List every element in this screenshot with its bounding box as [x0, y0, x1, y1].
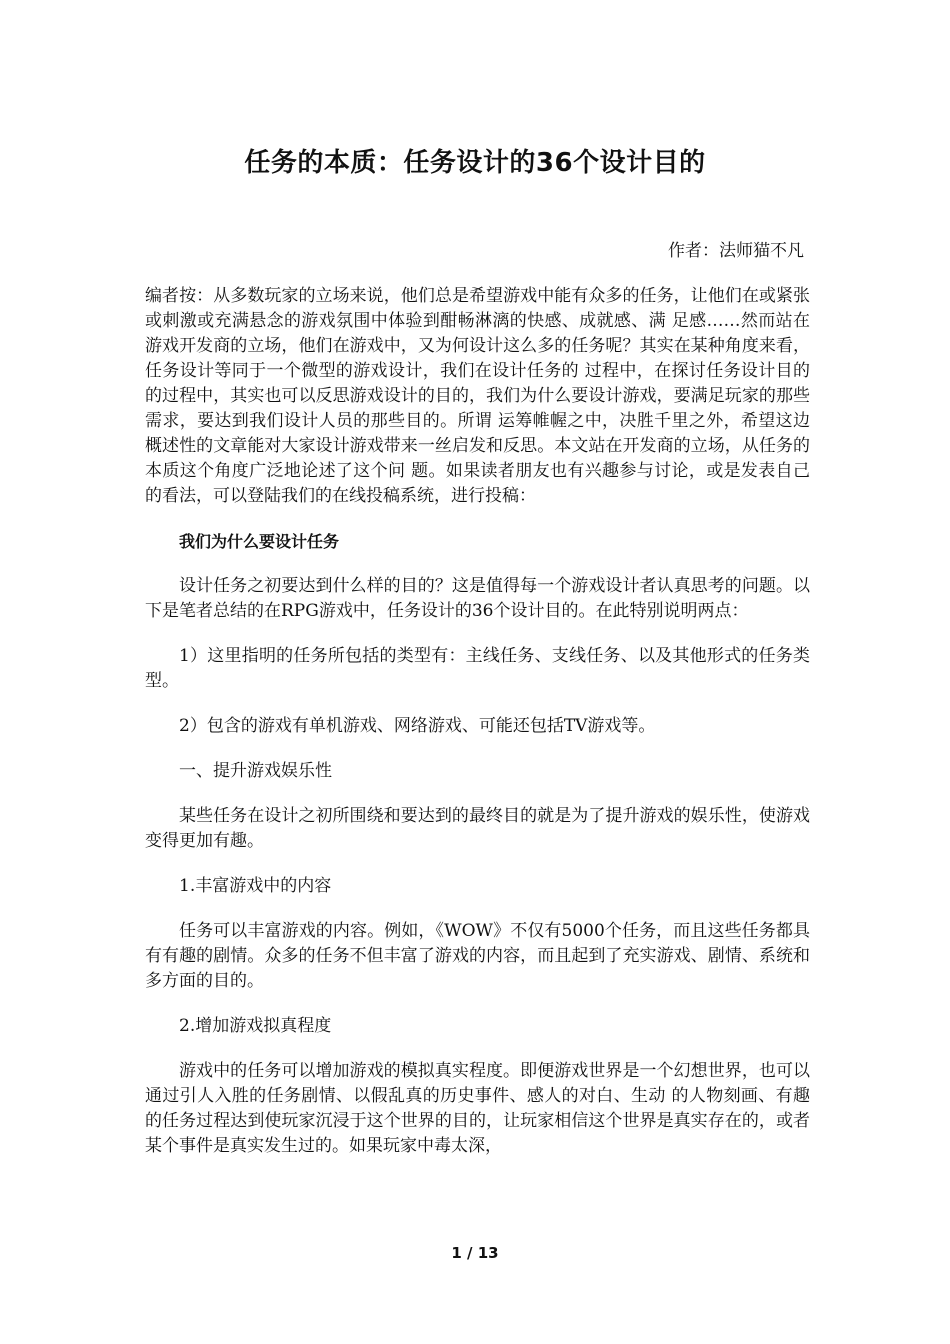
list-item: 2）包含的游戏有单机游戏、网络游戏、可能还包括TV游戏等。: [179, 716, 656, 736]
subsection-heading: 1.丰富游戏中的内容: [179, 876, 332, 896]
author-line: 作者：法师猫不凡: [668, 241, 804, 261]
subsection-heading: 一、提升游戏娱乐性: [179, 761, 332, 781]
document-body: [145, 284, 810, 1179]
body-paragraph: 游戏中的任务可以增加游戏的模拟真实程度。即便游戏世界是一个幻想世界，也可以通过引人入胜的任务剧情、以假乱真的历史事件、感人的对白、生动 的人物刻画、有趣的任务过程达到使玩家沉浸于这个世界的目的，让玩家相信这个世界是真实存在的，或者某个事件是真实发生过的。如果玩家中毒太深，: [145, 1061, 810, 1156]
document-title: 任务的本质：任务设计的36个设计目的: [244, 148, 706, 178]
body-paragraph: 设计任务之初要达到什么样的目的？这是值得每一个游戏设计者认真思考的问题。以下是笔者总结的在RPG游戏中，任务设计的36个设计目的。在此特别说明两点：: [145, 576, 810, 621]
page-number: 1 / 13: [451, 1244, 499, 1262]
subsection-heading: 2.增加游戏拟真程度: [179, 1016, 332, 1036]
list-item: 1）这里指明的任务所包括的类型有：主线任务、支线任务、以及其他形式的任务类型。: [145, 646, 810, 691]
editor-note-paragraph: 编者按：从多数玩家的立场来说，他们总是希望游戏中能有众多的任务，让他们在或紧张或刺激或充满悬念的游戏氛围中体验到酣畅淋漓的快感、成就感、满 足感……然而站在游戏开发商的立场，他们在游戏中，又为何设计这么多的任务呢？其实在某种角度来看，任务设计等同于一个微型的游戏设计，我们在设计任务的 过程中，在探讨任务设计目的的过程中，其实也可以反思游戏设计的目的，我们为什么要设计游戏，要满足玩家的那些需求，要达到我们设计人员的那些目的。所谓 运筹帷幄之中，决胜千里之外，希望这边概述性的文章能对大家设计游戏带来一丝启发和反思。本文站在开发商的立场，从任务的本质这个角度广泛地论述了这个问 题。如果读者朋友也有兴趣参与讨论，或是发表自己的看法，可以登陆我们的在线投稿系统，进行投稿：: [145, 286, 810, 506]
body-paragraph: 任务可以丰富游戏的内容。例如，《WOW》不仅有5000个任务，而且这些任务都具有有趣的剧情。众多的任务不但丰富了游戏的内容，而且起到了充实游戏、剧情、系统和多方面的目的。: [145, 921, 810, 991]
section-heading: 我们为什么要设计任务: [179, 532, 340, 551]
body-paragraph: 某些任务在设计之初所围绕和要达到的最终目的就是为了提升游戏的娱乐性，使游戏变得更加有趣。: [145, 806, 810, 851]
